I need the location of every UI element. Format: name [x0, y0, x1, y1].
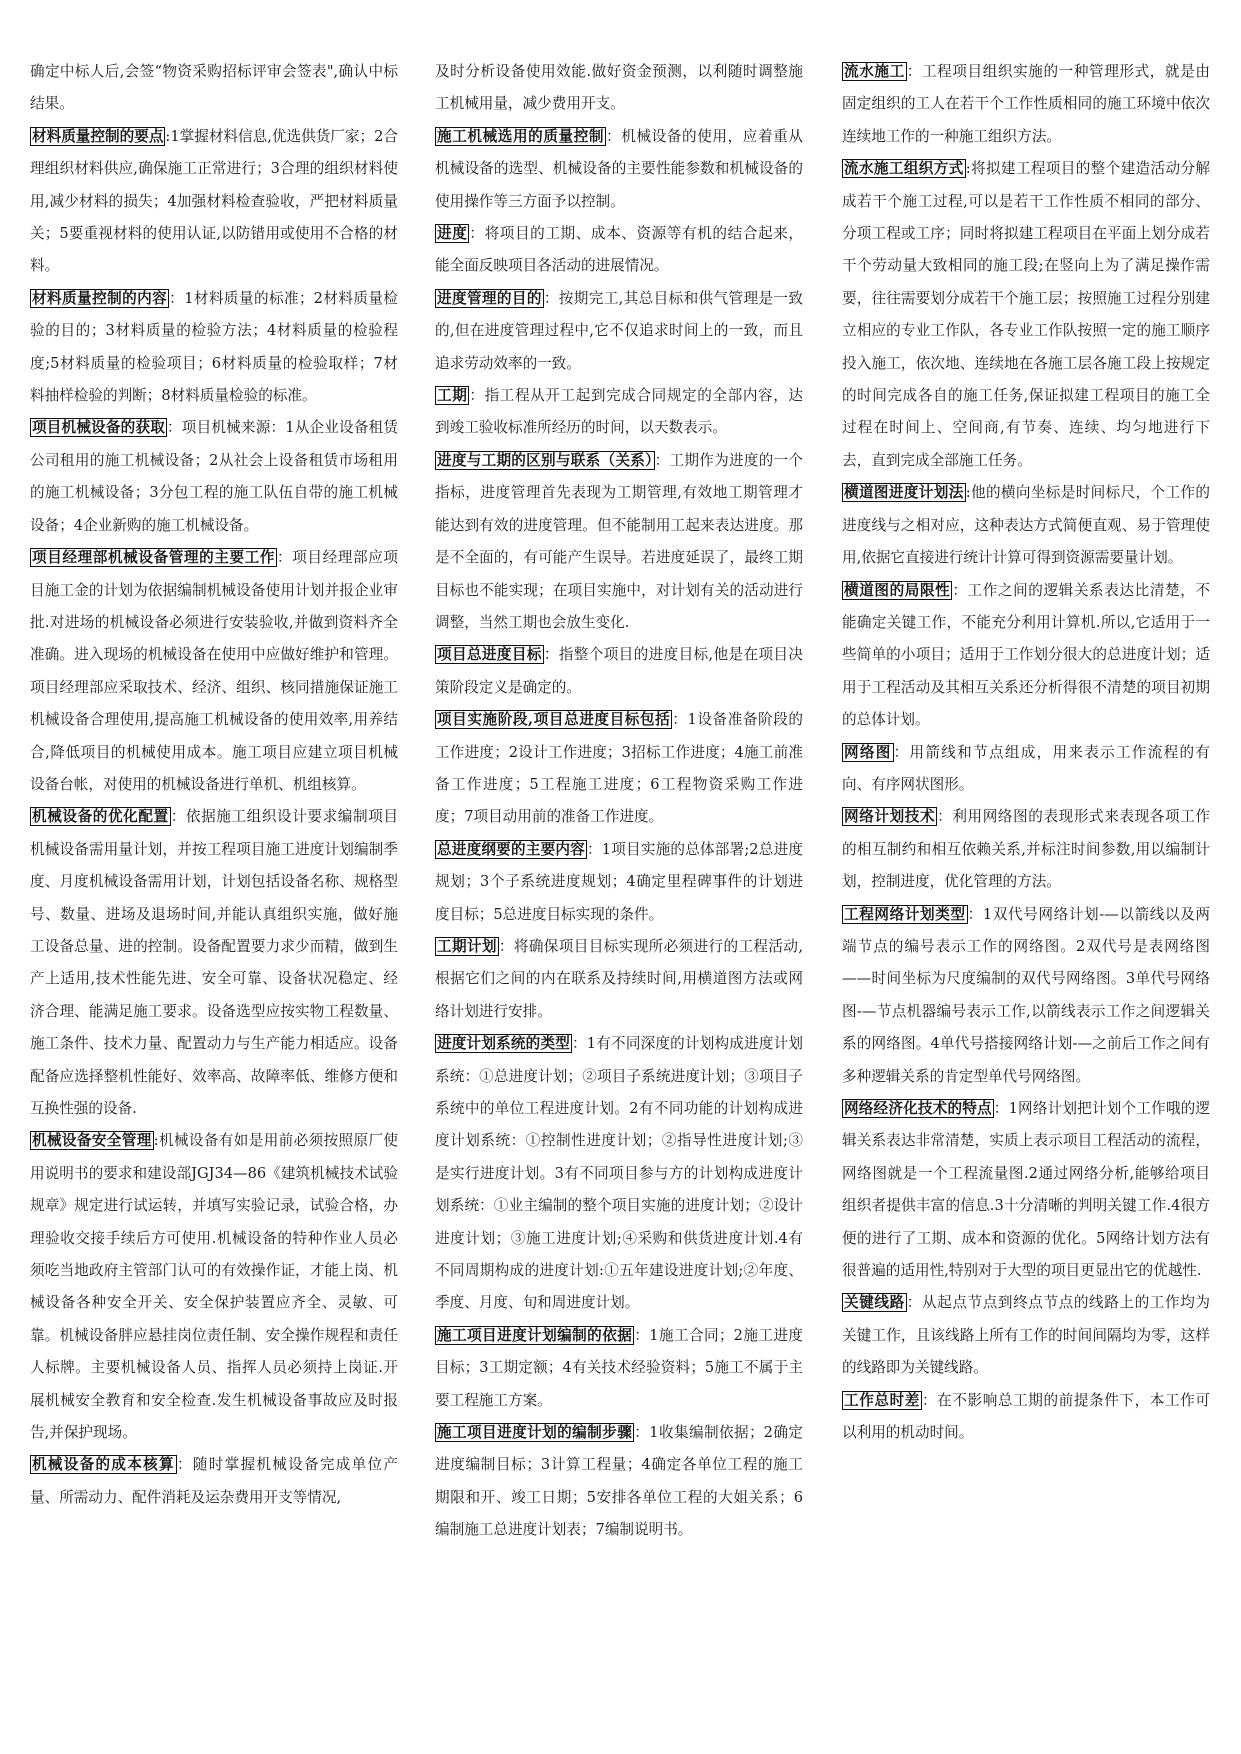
entry-term: 施工项目进度计划编制的依据: [437, 1326, 633, 1344]
entry-term: 工期计划: [437, 937, 497, 955]
entry-body: ：依据施工组织设计要求编制项目机械设备需用量计划，并按工程项目施工进度计划编制季度、月度机械设备需用计划，计划包括设备名称、规格型号、数量、进场及退场时间,并能认真组织实施，做好施工设备总量、进的控制。设备配置要力求少而精，做到生产上适用,技术性能先进、安全可靠、设备状况稳定、经济合理、能满足施工要求。设备选型应按实物工程数量、施工条件、技术力量、配置动力与生产能力相适应。设备配备应选择整机性能好、效率高、故障率低、维修方便和互换性强的设备.: [30, 808, 398, 1117]
entry-body: :他的横向坐标是时间标尺，个工作的进度线与之相对应，这种表达方式简便直观、易于管理使用,依据它直接进行统计计算可得到资源需要量计划。: [842, 484, 1210, 567]
entry-body: ：1收集编制依据；2确定进度编制目标；3计算工程量；4确定各单位工程的施工期限和开、竣工日期；5安排各单位工程的大姐关系；6编制施工总进度计划表；7编制说明书。: [435, 1424, 803, 1539]
entry-term: 流水施工组织方式: [844, 160, 964, 178]
entry-body: ：用箭线和节点组成，用来表示工作流程的有向、有序网状图形。: [842, 743, 1210, 793]
entry-term: 项目机械设备的获取: [32, 419, 166, 437]
entry-body: ：1双代号网络计划-—以箭线以及两端节点的编号表示工作的网络图。2双代号是表网络图——时间坐标为尺度编制的双代号网络图。3单代号网络图-—节点机器编号表示工作,以箭线表示工作之间逻辑关系的网络图。4单代号搭接网络计划-—之前后工作之间有多种逻辑关系的肯定型单代号网络图。: [842, 905, 1210, 1085]
glossary-entry: [842, 1287, 1210, 1384]
glossary-entry: [435, 639, 803, 704]
entry-term: 工期: [437, 387, 468, 405]
entry-body: ：工程项目组织实施的一种管理形式，就是由固定组织的工人在若干个工作性质相同的施工环境中依次连续地工作的一种施工组织方法。: [842, 63, 1210, 145]
entry-term: 机械设备的成本核算: [32, 1456, 175, 1474]
entry-body: ：1项目实施的总体部署;2总进度规划；3个子系统进度规划；4确定里程碑事件的计划进度目标；5总进度目标实现的条件。: [435, 840, 803, 923]
glossary-entry: [842, 899, 1210, 1093]
entry-term: 网络计划技术: [844, 808, 936, 826]
glossary-entry: [30, 283, 398, 413]
entry-term: 项目总进度目标: [437, 646, 542, 664]
entry-body: :机械设备有如是用前必须按照原厂使用说明书的要求和建设部JGJ34—86《建筑机械技术试验规章》规定进行试运转，并填写实验记录，试验合格，办理验收交接手续后方可使用.机械设备的特种作业人员必须吃当地政府主管部门认可的有效操作证，才能上岗、机械设备各种安全开关、安全保护装置应齐全、灵敏、可靠。机械设备胖应悬挂岗位责任制、安全操作规程和责任人标牌。主要机械设备人员、指挥人员必须持上岗证.开展机械安全教育和安全检查.发生机械设备事故应及时报告,并保护现场。: [30, 1132, 398, 1442]
glossary-entry: [435, 56, 803, 121]
glossary-entry: [435, 121, 803, 218]
glossary-entry: [435, 931, 803, 1028]
glossary-entry: [842, 1385, 1210, 1450]
glossary-entry: [30, 1125, 398, 1449]
entry-body: ：将项目的工期、成本、资源等有机的结合起来，能全面反映项目各活动的进展情况。: [435, 225, 803, 275]
entry-term: 工作总时差: [844, 1391, 920, 1409]
glossary-entry: [30, 542, 398, 801]
glossary-entry: [30, 56, 398, 121]
glossary-entry: [842, 1093, 1210, 1287]
entry-body: 确定中标人后,会签“物资采购招标评审会签表",确认中标结果。: [30, 63, 398, 113]
entry-term: 网络图: [844, 743, 892, 761]
glossary-entry: [30, 412, 398, 542]
entry-body: ：将确保项目目标实现所必须进行的工程活动,根据它们之间的内在联系及持续时间,用横道图方法或网络计划进行安排。: [435, 937, 803, 1020]
text-column-2: [435, 56, 803, 1726]
glossary-entry: [842, 801, 1210, 898]
glossary-entry: [435, 1320, 803, 1417]
entry-term: 横道图的局限性: [844, 581, 951, 599]
entry-term: 项目实施阶段,项目总进度目标包括: [437, 711, 671, 729]
glossary-entry: [842, 575, 1210, 737]
entry-body: ：项目机械来源：1从企业设备租赁公司租用的施工机械设备；2从社会上设备租赁市场租用的施工机械设备；3分包工程的施工队伍自带的施工机械设备；4企业新购的施工机械设备。: [30, 419, 398, 534]
glossary-entry: [435, 445, 803, 639]
entry-term: 工程网络计划类型: [844, 905, 966, 923]
entry-term: 关键线路: [844, 1294, 905, 1312]
entry-term: 机械设备安全管理: [32, 1132, 152, 1150]
glossary-entry: [30, 801, 398, 1125]
entry-term: 流水施工: [844, 63, 905, 80]
glossary-entry: [842, 153, 1210, 477]
entry-body: :1掌握材料信息,优选供货厂家；2合理组织材料供应,确保施工正常进行；3合理的组织材料使用,减少材料的损失；4加强材料检查验收，严把材料质量关；5要重视材料的使用认证,以防错用或使用不合格的材料。: [30, 127, 398, 275]
entry-term: 项目经理部机械设备管理的主要工作: [32, 549, 276, 567]
entry-term: 材料质量控制的内容: [32, 289, 168, 307]
entry-body: ：利用网络图的表现形式来表现各项工作的相互制约和相互依赖关系,并标注时间参数,用以编制计划，控制进度，优化管理的方法。: [842, 808, 1210, 891]
glossary-entry: [435, 834, 803, 931]
entry-body: ：1有不同深度的计划构成进度计划系统：①总进度计划；②项目子系统进度计划；③项目子系统中的单位工程进度计划。2有不同功能的计划构成进度计划系统：①控制性进度计划；②指导性进度计划;③是实行进度计划。3有不同项目参与方的计划构成进度计划系统：①业主编制的整个项目实施的进度计划；②设计进度计划；③施工进度计划;④采购和供货进度计划.4有不同周期构成的进度计划:①五年建设进度计划;②年度、季度、月度、旬和周进度计划。: [435, 1035, 803, 1312]
entry-body: ：机械设备的使用，应着重从机械设备的选型、机械设备的主要性能参数和机械设备的使用操作等三方面予以控制。: [435, 127, 803, 210]
entry-term: 进度管理的目的: [437, 289, 542, 307]
entry-body: ：指工程从开工起到完成合同规定的全部内容，达到竣工验收标准所经历的时间，以天数表示。: [435, 387, 803, 437]
entry-body: ：工期作为进度的一个指标，进度管理首先表现为工期管理,有效地工期管理才能达到有效的进度管理。但不能制用工起来表达进度。那是不全面的，有可能产生误导。若进度延误了，最终工期目标也不能实现；在项目实施中，对计划有关的活动进行调整，当然工期也会放生变化.: [435, 451, 803, 631]
entry-term: 横道图进度计划法: [844, 484, 964, 502]
entry-body: :将拟建工程项目的整个建造活动分解成若干个施工过程,可以是若干工作性质不相同的部分、分项工程或工序；同时将拟建工程项目在平面上划分成若干个劳动量大致相同的施工段;在竖向上为了满足操作需要，往往需要划分成若干个施工层；按照施工过程分别建立相应的专业工作队，各专业工作队按照一定的施工顺序投入施工，依次地、连续地在各施工层各施工段上按规定的时间完成各自的施工任务,保证拟建工程项目的施工全过程在时间上、空间商,有节奏、连续、均匀地进行下去，直到完成全部施工任务。: [842, 160, 1210, 469]
entry-term: 网络经济化技术的特点: [844, 1100, 992, 1117]
entry-term: 总进度纲要的主要内容: [437, 840, 585, 858]
glossary-entry: [842, 477, 1210, 574]
glossary-entry: [842, 56, 1210, 153]
glossary-entry: [435, 1028, 803, 1320]
entry-body: ：指整个项目的进度目标,他是在项目决策阶段定义是确定的。: [435, 646, 803, 696]
entry-body: ：1材料质量的标准；2材料质量检验的目的；3材料质量的检验方法；4材料质量的检验程度;5材料质量的检验项目；6材料质量的检验取样；7材料抽样检验的判断；8材料质量检验的标准。: [30, 289, 398, 405]
entry-body: ：从起点节点到终点节点的线路上的工作均为关键工作，且该线路上所有工作的时间间隔均为零，这样的线路即为关键线路。: [842, 1294, 1210, 1377]
glossary-entry: [435, 1417, 803, 1547]
text-column-1: [30, 56, 398, 1726]
entry-term: 材料质量控制的要点: [32, 127, 164, 145]
text-column-3: [842, 56, 1210, 1726]
entry-body: ：按期完工,其总目标和供气管理是一致的,但在进度管理过程中,它不仅追求时间上的一致，而且追求劳动效率的一致。: [435, 289, 803, 372]
glossary-entry: [435, 218, 803, 283]
entry-body: ：在不影响总工期的前提条件下，本工作可以利用的机动时间。: [842, 1391, 1210, 1442]
entry-body: ：1网络计划把计划个工作哦的逻辑关系表达非常清楚，实质上表示项目工程活动的流程，网络图就是一个工程流量图.2通过网络分析,能够给项目组织者提供丰富的信息.3十分清晰的判明关键工作.4很方便的进行了工期、成本和资源的优化。5网络计划方法有很普遍的适用性,特别对于大型的项目更显出它的优越性.: [842, 1100, 1210, 1280]
entry-term: 施工机械选用的质量控制: [437, 127, 605, 145]
entry-term: 进度: [437, 225, 468, 243]
glossary-entry: [435, 704, 803, 834]
entry-body: ：随时掌握机械设备完成单位产量、所需动力、配件消耗及运杂费用开支等情况,: [30, 1456, 398, 1506]
entry-body: ：1施工合同；2施工进度目标；3工期定额；4有关技术经验资料；5施工不属于主要工程施工方案。: [435, 1326, 803, 1409]
glossary-entry: [435, 380, 803, 445]
entry-term: 进度与工期的区别与联系（关系）: [437, 451, 653, 469]
document-page: [30, 56, 1212, 1726]
entry-term: 机械设备的优化配置: [32, 808, 169, 826]
glossary-entry: [30, 1449, 398, 1514]
entry-term: 进度计划系统的类型: [437, 1035, 571, 1053]
glossary-entry: [435, 283, 803, 380]
entry-body: 及时分析设备使用效能.做好资金预测，以利随时调整施工机械用量，减少费用开支。: [435, 63, 803, 113]
entry-body: ：1设备准备阶段的工作进度；2设计工作进度；3招标工作进度；4施工前准备工作进度；5工程施工进度；6工程物资采购工作进度；7项目动用前的准备工作进度。: [435, 711, 803, 826]
entry-body: ：工作之间的逻辑关系表达比清楚，不能确定关键工作，不能充分利用计算机.所以,它适用于一些简单的小项目；适用于工作划分很大的总进度计划；适用于工程活动及其相互关系还分析得很不清楚的项目初期的总体计划。: [842, 581, 1210, 729]
glossary-entry: [842, 737, 1210, 802]
glossary-entry: [30, 121, 398, 283]
entry-body: ：项目经理部应项目施工金的计划为依据编制机械设备使用计划并报企业审批.对进场的机械设备必须进行安装验收,并做到资料齐全准确。进入现场的机械设备在使用中应做好维护和管理。项目经理部应采取技术、经济、组织、核同措施保证施工机械设备合理使用,提高施工机械设备的使用效率,用养结合,降低项目的机械使用成本。施工项目应建立项目机械设备台帐，对使用的机械设备进行单机、机组核算。: [30, 549, 398, 793]
entry-term: 施工项目进度计划的编制步骤: [437, 1424, 633, 1442]
